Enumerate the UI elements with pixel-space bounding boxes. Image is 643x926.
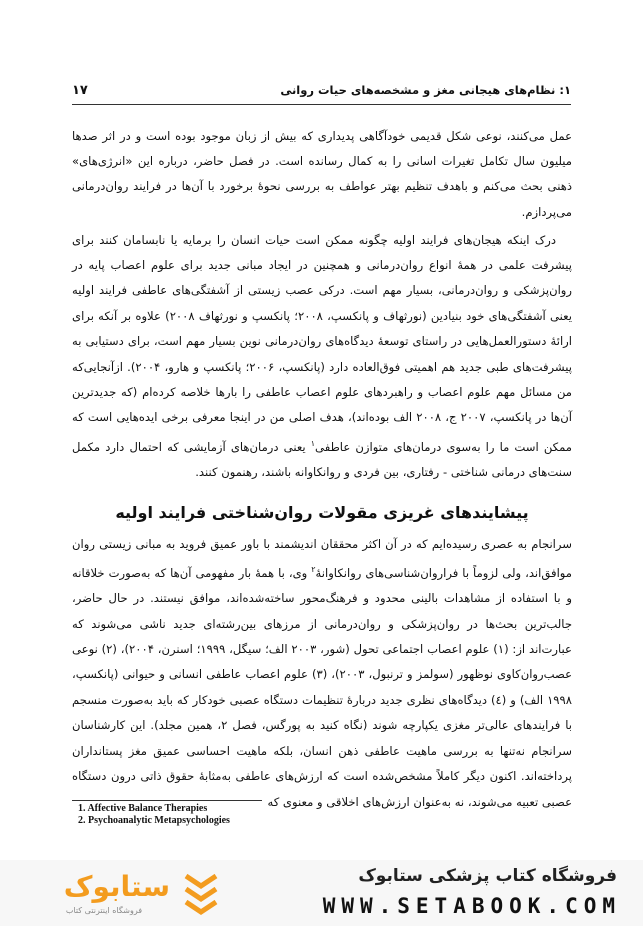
- running-header: [72, 80, 571, 100]
- footnote-1: 1. Affective Balance Therapies: [78, 803, 208, 814]
- footnote-marker-1: ۱: [310, 438, 316, 448]
- store-url-link[interactable]: WWW.SETABOOK.COM: [322, 894, 621, 918]
- store-name: فروشگاه کتاب پزشکی ستابوک: [358, 866, 617, 886]
- paragraph-3-tail: وی، با همهٔ بار مفهومی آن‌ها که به‌صورت خلاقانه و با استفاده از مشاهدات بالینی محدود و فرهنگ‌محور ساخته‌شده‌اند، موافق نیستند. در حال حاضر، جالب‌ترین بحث‌ها در روان‌پزشکی و روان‌درمانی از مرزهای بین‌رشته‌ای جدید ناشی می‌شوند که عبارت‌اند از: (۱) علوم اعصاب اجتماعی تحول (شور، ۲۰۰۳ الف؛ سیگل، ۱۹۹۹؛ اسنرن، ۲۰۰۴)، (۲) نوعی عصب‌روان‌کاوی نوظهور (سولمز و ترنبول، ۲۰۰۳)، (۳) علوم اعصاب عاطفی انسانی و حیوانی (پانکسپ، ۱۹۹۸ الف) و (٤) دیدگاه‌های نظری جدید دربارهٔ تنظیمات دستگاه عصبی خودکار که باید به‌صورت منسجم با فرایندهای عالی‌تر مغزی یکپارچه شوند (نگاه کنید به پورگس، فصل ۲، همین مجلد). این کارشناسان سرانجام نه‌تنها به بررسی ماهیت عاطفی ذهن انسان، بلکه ماهیت احساسی عمیق مغز پستانداران پرداخته‌اند. اکنون دیگر کاملاً مشخص‌شده است که ارزش‌های عاطفی به‌مثابهٔ حقوق ذاتی درون دستگاه عصبی تعبیه می‌شوند، نه به‌عنوان ارزش‌های اخلاقی و معنوی که: [72, 565, 572, 809]
- setabook-logo-text[interactable]: ستابوک: [63, 870, 170, 903]
- header-rule: [72, 104, 571, 105]
- paragraph-1: عمل می‌کنند، نوعی شکل قدیمی خودآگاهی پدیداری که بیش از زبان موجود بوده است و در اثر صدها میلیون سال تکامل تغیرات اسانی را به کمال رسانده است. در فصل حاضر، درباره این «انرژی‌های» ذهنی بحث می‌کنم و باهدف تنظیم بهتر عواطف به بررسی نحوهٔ برخورد با آن‌ها در فرایند روان‌درمانی می‌پردازم.: [72, 128, 572, 219]
- paragraph-2-text: درک اینکه هیجان‌های فرایند اولیه چگونه ممکن است حیات انسان را برمایه یا نابسامان کنند برای پیشرفت علمی در همهٔ انواع روان‌درمانی و همچنین در ایجاد مبانی جدید برای علوم اعصاب پایه در روان‌پزشکی و روان‌درمانی، بسیار مهم است. درکی عصب زیستی از آشفتگی‌های عاطفی فرایند اولیه یعنی آشفتگی‌های خود بنیادین (نورثهاف و پانکسپ، ۲۰۰۸؛ پانکسپ و نورثهاف ۲۰۰۸) علاوه بر آنکه برای ارائهٔ دستورالعمل‌هایی در راستای توسعهٔ دیدگاه‌های روان‌درمانی نوین بسیار مهم است، برای دستیابی به پیشرفت‌های طبی جدید هم اهمیتی فوق‌العاده دارد (پانکسپ، ۲۰۰۶؛ پانکسپ و هارو، ۲۰۰۴). ازآنجایی‌که من مسائل مهم علوم اعصاب و راهبردهای علوم اعصاب عاطفی را بارها خلاصه کرده‌ام (که جدیدترین آن‌ها در پانکسپ، ۲۰۰۷ ج، ۲۰۰۸ الف بوده‌اند)، هدف اصلی من در اینجا معرفی برخی ایده‌هایی است که ممکن است ما را به‌سوی درمان‌های متوازن عاطفی: [72, 232, 572, 454]
- paragraph-2: [72, 228, 572, 486]
- running-title: ۱: نظام‌های هیجانی مغز و مشخصه‌های حیات روانی: [280, 83, 571, 97]
- section-heading: پیشایندهای غریزی مقولات روان‌شناختی فرایند اولیه: [115, 503, 529, 523]
- footnotes: [78, 803, 378, 827]
- page-number: ۱۷: [72, 82, 88, 98]
- footnote-rule: [72, 800, 262, 801]
- chevron-logo-icon: [180, 872, 222, 918]
- footnote-marker-2: ۲: [311, 565, 316, 574]
- paragraph-3: [72, 532, 572, 815]
- logo-subtitle: فروشگاه اینترنتی کتاب: [65, 906, 143, 915]
- paragraph-3-text: سرانجام به عصری رسیده‌ایم که در آن اکثر محققان اندیشمند با باور عمیق فروید به مبانی زیستی روان موافق‌اند، ولی لزوماً با فراروان‌شناسی‌های روانکاوانهٔ: [72, 536, 572, 580]
- paragraph-2-tail: یعنی درمان‌های آزمایشی که احتمال دارد مکمل سنت‌های درمانی شناختی - رفتاری، بین فردی و روانکاوانه باشند، رهنمون کنند.: [72, 439, 572, 480]
- footnote-2: 2. Psychoanalytic Metapsychologies: [78, 815, 230, 826]
